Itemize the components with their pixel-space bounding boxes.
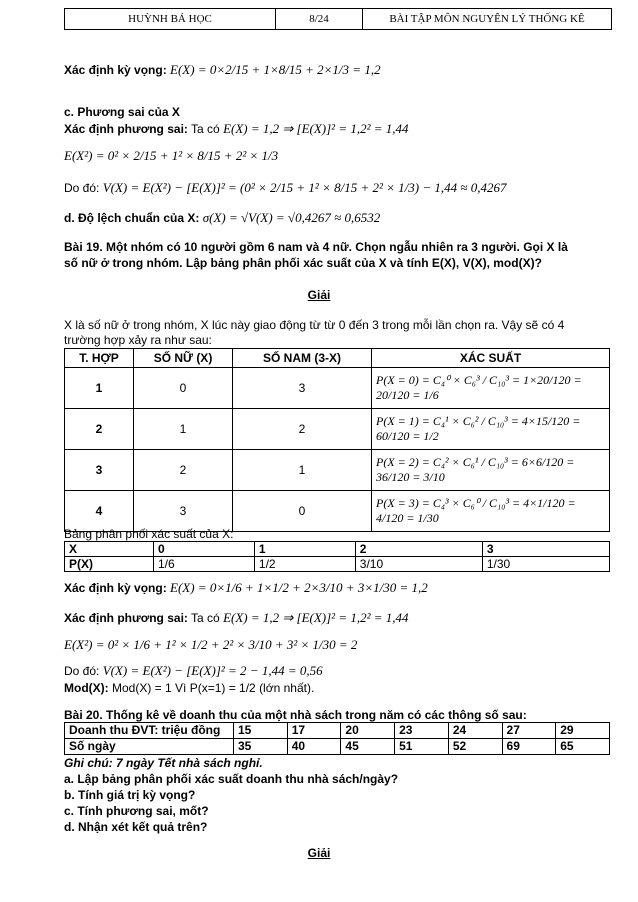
table-row <box>65 368 610 409</box>
rev-cell: 15 <box>234 723 288 739</box>
dist-caption: Bảng phân phối xác suất của X: <box>64 527 234 541</box>
bai20-note: Ghi chú: 7 ngày Tết nhà sách nghỉ. <box>64 756 263 770</box>
table-row <box>65 409 610 450</box>
men-cell: 3 <box>233 368 372 409</box>
bai19-vx-formula: V(X) = E(X²) − [E(X)]² = 2 − 1,44 = 0,56 <box>102 663 323 678</box>
variance-formula: E(X) = 1,2 ⇒ [E(X)]² = 1,2² = 1,44 <box>223 121 409 136</box>
dist-cell: 1 <box>254 542 355 557</box>
prob-cell: P(X = 0) = C₄⁰ × C₆³ / C₁₀³ = 1×20/120 = 20/120 = 1/6 <box>372 368 610 409</box>
prob-cell: P(X = 3) = C₄³ × C₆⁰ / C₁₀³ = 4×1/120 = 4/120 = 1/30 <box>372 491 610 532</box>
x-cell: 0 <box>134 368 233 409</box>
days-cell: 65 <box>556 739 610 755</box>
expect-line-prev <box>64 62 381 78</box>
dist-cell: 0 <box>154 542 255 557</box>
bai19-var-text: Ta có <box>191 611 220 625</box>
bai19-intro-1: X là số nữ ở trong nhóm, X lúc này giao động từ từ 0 đến 3 trong mỗi lần chọn ra. Vậy sẽ có 4 <box>64 318 565 332</box>
expect-formula: E(X) = 0×2/15 + 1×8/15 + 2×1/3 = 1,2 <box>170 62 381 77</box>
case-cell: 4 <box>65 491 134 532</box>
col-case: T. HỢP <box>65 349 134 368</box>
days-cell: 35 <box>234 739 288 755</box>
rev-cell: 29 <box>556 723 610 739</box>
bai20-qc: c. Tính phương sai, mốt? <box>64 804 209 818</box>
sd-line <box>64 210 380 226</box>
bai19-intro-2: trường hợp xảy ra như sau: <box>64 333 212 347</box>
case-cell: 2 <box>65 409 134 450</box>
variance-heading: c. Phương sai của X <box>64 105 180 119</box>
bai20-qa: a. Lập bảng phân phối xác suất doanh thu nhà sách/ngày? <box>64 772 399 786</box>
variance-label: Xác định phương sai: <box>64 122 188 136</box>
table-row <box>65 450 610 491</box>
men-cell: 2 <box>233 409 372 450</box>
do-do-label: Do đó: <box>64 181 100 195</box>
dist-cell: 2 <box>355 542 482 557</box>
header-author: HUỲNH BÁ HỌC <box>65 9 276 29</box>
bai19-giai: Giải <box>307 288 331 302</box>
bai19-expect-label: Xác định kỳ vọng: <box>64 581 167 595</box>
case-table-header <box>65 349 610 368</box>
vx-formula-prev: V(X) = E(X²) − [E(X)]² = (0² × 2/15 + 1² × 8/15 + 2² × 1/3) − 1,44 ≈ 0,4267 <box>102 180 507 195</box>
bai19-var-formula: E(X) = 1,2 ⇒ [E(X)]² = 1,2² = 1,44 <box>223 610 409 625</box>
prob-cell: P(X = 1) = C₄¹ × C₆² / C₁₀³ = 4×15/120 = 60/120 = 1/2 <box>372 409 610 450</box>
x-cell: 1 <box>134 409 233 450</box>
case-table <box>64 348 610 532</box>
dist-row-x <box>65 542 610 557</box>
days-cell: 69 <box>502 739 556 755</box>
dist-cell: 3 <box>482 542 609 557</box>
sd-label: d. Độ lệch chuẩn của X: <box>64 211 200 225</box>
bai19-title-2: số nữ ở trong nhóm. Lập bảng phân phối xác suất của X và tính E(X), V(X), mod(X)? <box>64 256 542 270</box>
dist-cell: P(X) <box>65 557 154 572</box>
bai20-qd: d. Nhận xét kết quả trên? <box>64 820 208 834</box>
bai20-title: Bài 20. Thống kê về doanh thu của một nhà sách trong năm có các thông số sau: <box>64 708 527 722</box>
rev-cell: Doanh thu ĐVT: triệu đồng <box>65 723 234 739</box>
days-cell: Số ngày <box>65 739 234 755</box>
bai20-giai: Giải <box>307 846 331 860</box>
dist-cell: 1/2 <box>254 557 355 572</box>
bai19-expect-line <box>64 580 428 596</box>
bai19-vx-line <box>64 663 323 679</box>
bai19-var-line <box>64 610 409 626</box>
dist-row-p <box>65 557 610 572</box>
dist-cell: X <box>65 542 154 557</box>
vx-line-prev <box>64 180 507 196</box>
days-cell: 52 <box>448 739 502 755</box>
bai19-var-label: Xác định phương sai: <box>64 611 188 625</box>
x-cell: 2 <box>134 450 233 491</box>
bai19-do-do: Do đó: <box>64 664 100 678</box>
days-cell: 45 <box>341 739 395 755</box>
sd-formula: σ(X) = √V(X) = √0,4267 ≈ 0,6532 <box>202 210 381 225</box>
bai19-mod-label: Mod(X): <box>64 681 109 695</box>
dist-cell: 1/30 <box>482 557 609 572</box>
bai19-mod-text: Mod(X) = 1 Vì P(x=1) = 1/2 (lớn nhất). <box>112 681 315 695</box>
days-cell: 51 <box>395 739 449 755</box>
col-men: SỐ NAM (3-X) <box>233 349 372 368</box>
bai19-mod-line <box>64 681 314 695</box>
page-header <box>64 8 612 30</box>
bai20-qb: b. Tính giá trị kỳ vọng? <box>64 788 196 802</box>
days-cell: 40 <box>287 739 341 755</box>
x-cell: 3 <box>134 491 233 532</box>
revenue-table <box>64 722 610 755</box>
ex2-formula-prev: E(X²) = 0² × 2/15 + 1² × 8/15 + 2² × 1/3 <box>64 148 279 163</box>
rev-cell: 23 <box>395 723 449 739</box>
dist-table <box>64 541 610 572</box>
bai19-ex2-formula: E(X²) = 0² × 1/6 + 1² × 1/2 + 2² × 3/10 + 3² × 1/30 = 2 <box>64 637 358 652</box>
rev-cell: 17 <box>287 723 341 739</box>
bai19-expect-formula: E(X) = 0×1/6 + 1×1/2 + 2×3/10 + 3×1/30 = 1,2 <box>170 580 428 595</box>
men-cell: 0 <box>233 491 372 532</box>
revenue-row <box>65 723 610 739</box>
dist-cell: 3/10 <box>355 557 482 572</box>
case-cell: 1 <box>65 368 134 409</box>
prob-cell: P(X = 2) = C₄² × C₆¹ / C₁₀³ = 6×6/120 = 36/120 = 3/10 <box>372 450 610 491</box>
expect-label: Xác định kỳ vọng: <box>64 63 167 77</box>
case-cell: 3 <box>65 450 134 491</box>
header-page: 8/24 <box>276 9 363 29</box>
rev-cell: 27 <box>502 723 556 739</box>
bai19-title: Bài 19. Một nhóm có 10 người gồm 6 nam và 4 nữ. Chọn ngẫu nhiên ra 3 người. Gọi X là <box>64 240 568 254</box>
rev-cell: 24 <box>448 723 502 739</box>
table-row <box>65 491 610 532</box>
header-title: BÀI TẬP MÔN NGUYÊN LÝ THỐNG KÊ <box>389 13 585 25</box>
col-prob: XÁC SUẤT <box>372 349 610 368</box>
men-cell: 1 <box>233 450 372 491</box>
variance-text: Ta có <box>191 122 220 136</box>
variance-line <box>64 121 409 137</box>
rev-cell: 20 <box>341 723 395 739</box>
col-x: SỐ NỮ (X) <box>134 349 233 368</box>
dist-cell: 1/6 <box>154 557 255 572</box>
days-row <box>65 739 610 755</box>
